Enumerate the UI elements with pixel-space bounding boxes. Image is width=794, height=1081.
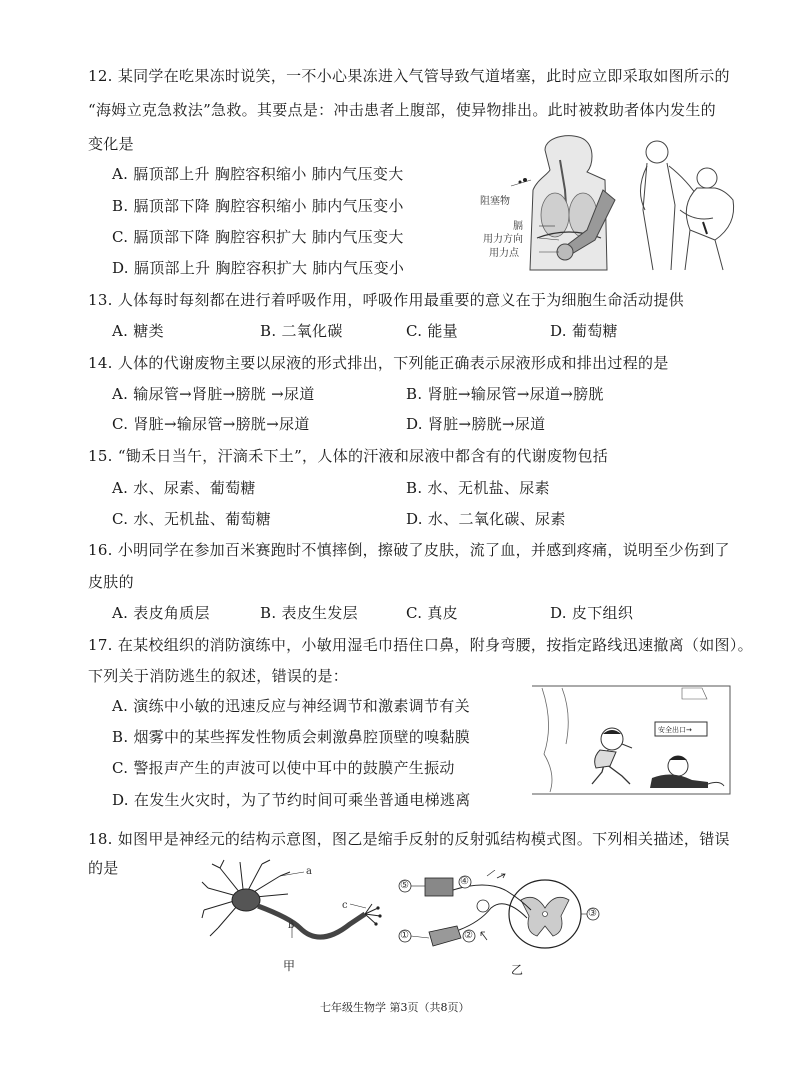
label-force-point: 用力点 — [489, 248, 519, 259]
q16-stem-line-2: 皮肤的 — [88, 573, 134, 591]
q12-option-b[interactable]: B. 膈顶部下降 胸腔容积缩小 肺内气压变小 — [112, 197, 404, 215]
fire-drill-figure — [532, 684, 732, 796]
q16-stem-line-1: 16. 小明同学在参加百米赛跑时不慎摔倒，擦破了皮肤，流了血，并感到疼痛，说明至少伤到了 — [88, 541, 730, 559]
q16-option-a[interactable]: A. 表皮角质层 — [112, 604, 210, 622]
q18-stem-line-2: 的是 — [88, 859, 119, 877]
q14-option-b[interactable]: B. 肾脏→输尿管→尿道→膀胱 — [406, 385, 604, 403]
q18-stem-line-1: 18. 如图甲是神经元的结构示意图，图乙是缩手反射的反射弧结构模式图。下列相关描述，错误 — [88, 830, 730, 848]
q17-option-a[interactable]: A. 演练中小敏的迅速反应与神经调节和激素调节有关 — [112, 697, 470, 715]
neuron-illustration — [200, 858, 390, 948]
q17-option-c[interactable]: C. 警报声产生的声波可以使中耳中的鼓膜产生振动 — [112, 759, 455, 777]
q12-option-d[interactable]: D. 膈顶部上升 胸腔容积扩大 肺内气压变小 — [112, 259, 405, 277]
neuron-label-c: c — [342, 900, 348, 911]
q13-option-d[interactable]: D. 葡萄糖 — [550, 322, 618, 340]
neuron-label-b: b — [288, 920, 295, 931]
q12-stem-line-2: “海姆立克急救法”急救。其要点是：冲击患者上腹部，使异物排出。此时被救助者体内发生的 — [88, 101, 716, 119]
q12-stem-line-1: 12. 某同学在吃果冻时说笑，一不小心果冻进入气管导致气道堵塞，此时应立即采取如图所示的 — [88, 67, 730, 85]
label-diaphragm: 膈 — [513, 221, 523, 232]
caption-yi: 乙 — [511, 963, 524, 977]
fire-drill-illustration — [532, 684, 732, 796]
arc-label-1: ① — [400, 930, 409, 941]
q14-option-c[interactable]: C. 肾脏→输尿管→膀胱→尿道 — [112, 415, 310, 433]
q15-stem: 15. “锄禾日当午，汗滴禾下土”，人体的汗液和尿液中都含有的代谢废物包括 — [88, 447, 609, 465]
q17-stem-line-2: 下列关于消防逃生的叙述，错误的是： — [88, 667, 349, 685]
q15-option-c[interactable]: C. 水、无机盐、葡萄糖 — [112, 510, 272, 528]
q15-option-d[interactable]: D. 水、二氧化碳、尿素 — [406, 510, 566, 528]
q13-option-b[interactable]: B. 二氧化碳 — [260, 322, 343, 340]
q15-option-a[interactable]: A. 水、尿素、葡萄糖 — [112, 479, 256, 497]
label-force-direction: 用力方向 — [483, 234, 523, 245]
q14-option-a[interactable]: A. 输尿管→肾脏→膀胱 →尿道 — [112, 385, 315, 403]
caption-jia: 甲 — [283, 959, 296, 973]
q15-option-b[interactable]: B. 水、无机盐、尿素 — [406, 479, 550, 497]
q16-option-b[interactable]: B. 表皮生发层 — [260, 604, 358, 622]
q17-option-d[interactable]: D. 在发生火灾时，为了节约时间可乘坐普通电梯逃离 — [112, 791, 471, 809]
page-footer: 七年级生物学 第3页（共8页） — [320, 1001, 470, 1014]
arc-label-2: ② — [464, 930, 473, 941]
heimlich-figure — [475, 130, 745, 275]
arc-label-5: ⑤ — [400, 880, 409, 891]
q13-option-c[interactable]: C. 能量 — [406, 322, 458, 340]
q13-stem: 13. 人体每时每刻都在进行着呼吸作用，呼吸作用最重要的意义在于为细胞生命活动提供 — [88, 291, 684, 309]
reflex-arc-figure — [395, 870, 605, 956]
q16-option-d[interactable]: D. 皮下组织 — [550, 604, 634, 622]
arc-label-3: ③ — [588, 908, 597, 919]
neuron-figure — [200, 858, 390, 948]
label-obstruction: 阻塞物 — [480, 196, 510, 207]
q12-stem-line-3: 变化是 — [88, 135, 134, 153]
exit-sign: 安全出口→ — [658, 726, 692, 734]
q16-option-c[interactable]: C. 真皮 — [406, 604, 458, 622]
q14-stem: 14. 人体的代谢废物主要以尿液的形式排出，下列能正确表示尿液形成和排出过程的是 — [88, 354, 669, 372]
q13-option-a[interactable]: A. 糖类 — [112, 322, 164, 340]
q12-option-a[interactable]: A. 膈顶部上升 胸腔容积缩小 肺内气压变大 — [112, 165, 404, 183]
arc-label-4: ④ — [460, 876, 469, 887]
q12-option-c[interactable]: C. 膈顶部下降 胸腔容积扩大 肺内气压变大 — [112, 228, 404, 246]
q14-option-d[interactable]: D. 肾脏→膀胱→尿道 — [406, 415, 546, 433]
q17-option-b[interactable]: B. 烟雾中的某些挥发性物质会刺激鼻腔顶壁的嗅黏膜 — [112, 728, 471, 746]
neuron-label-a: a — [306, 866, 312, 877]
q17-stem-line-1: 17. 在某校组织的消防演练中，小敏用湿毛巾捂住口鼻，附身弯腰，按指定路线迅速撤离（如图）。 — [88, 636, 753, 654]
reflex-arc-illustration — [395, 870, 605, 956]
